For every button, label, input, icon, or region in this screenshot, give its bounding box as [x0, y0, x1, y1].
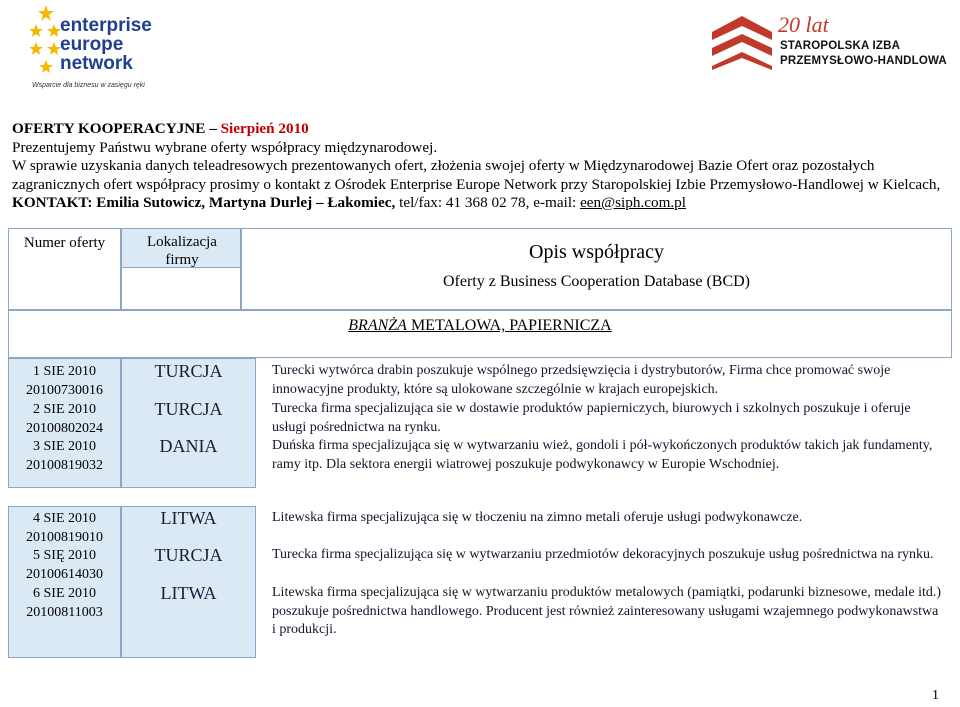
offer-6-code: 20100811003: [26, 605, 103, 620]
offer-2-num: 2 SIE 2010: [33, 402, 96, 417]
siph-logo: [710, 12, 950, 72]
offer-3-number: [8, 437, 121, 475]
contact-details: tel/fax: 41 368 02 78, e-mail:: [395, 194, 581, 211]
offer-2-code: 20100802024: [26, 421, 103, 436]
header-cell-opis: [241, 228, 952, 310]
offer-5-number: [8, 546, 121, 584]
header-cell-lokalizacja-lower: [121, 268, 241, 310]
title-prefix: OFERTY KOOPERACYJNE –: [12, 120, 221, 137]
col-lokalizacja-label: Lokalizacja firmy: [147, 234, 217, 268]
offer-4-code: 20100819010: [26, 530, 103, 545]
siph-emblem-icon: [710, 14, 774, 70]
offer-2-country: TURCJA: [154, 399, 223, 419]
email-link[interactable]: een@siph.com.pl: [580, 194, 686, 211]
offer-6-country: LITWA: [160, 583, 217, 603]
een-logo-line3: network: [60, 53, 133, 74]
page-number: 1: [932, 688, 939, 703]
document-header: [12, 120, 952, 213]
title-month: Sierpień 2010: [220, 120, 309, 137]
header-cell-numer: [8, 228, 121, 310]
siph-line2: PRZEMYSŁOWO-HANDLOWA: [780, 55, 947, 67]
een-logo: [30, 2, 152, 94]
contact-intro: W sprawie uzyskania danych teleadresowych prezentowanych ofert, złożenia swojej oferty w Międzynarodowej Bazie Ofert oraz pozostałych zagranicznych ofert współpracy prosimy o kontakt z Ośrodek Enterprise Europe Network przy Staropolskiej Izbie Przemysłowo-Handlowej w Kielcach,: [12, 157, 941, 193]
eu-stars-icon: [30, 2, 62, 82]
intro-line: Prezentujemy Państwu wybrane oferty współpracy międzynarodowej.: [12, 138, 438, 156]
offer-1-country: TURCJA: [154, 361, 223, 381]
offer-5-country: TURCJA: [154, 545, 223, 565]
offer-6-num: 6 SIE 2010: [33, 586, 96, 601]
offer-3-country: DANIA: [159, 436, 218, 456]
col-opis-label: Opis współpracy: [529, 241, 664, 263]
offer-2-description: Turecka firma specjalizująca sie w dostawie produktów papierniczych, biurowych i szkolnych poszukuje i oferuje usługi pośrednictwa na rynku.: [272, 401, 911, 435]
offer-6-number: [8, 584, 121, 622]
offer-3-num: 3 SIE 2010: [33, 439, 96, 454]
offer-4-description: Litewska firma specjalizująca się w tłoczeniu na zimno metali oferuje usługi podwykonawcze.: [272, 510, 803, 525]
sector-prefix: BRANŻA: [348, 317, 407, 334]
offer-6-description: Litewska firma specjalizująca się w wytwarzaniu produktów metalowych (pamiątki, podarunki biznesowe, medale itd.) poszukuje pośrednictwa handlowego. Producent jest również zainteresowany usługami wzajemnego podwykonawstwa i produkcji.: [272, 585, 942, 637]
sector-row: [8, 310, 952, 358]
document-title: [12, 120, 952, 139]
offer-5-description: Turecka firma specjalizująca się w wytwarzaniu przedmiotów dekoracyjnych poszukuje usług pośrednictwa na rynku.: [272, 547, 934, 562]
header-cell-lokalizacja: [121, 228, 241, 268]
siph-years: 20 lat: [778, 12, 829, 37]
siph-line1: STAROPOLSKA IZBA: [780, 40, 901, 52]
contact-paragraph: [12, 157, 952, 213]
contact-label: KONTAKT: Emilia Sutowicz, Martyna Durlej – Łakomiec,: [12, 194, 396, 211]
een-logo-line1: enterprise: [60, 15, 152, 36]
offer-5-code: 20100614030: [26, 567, 103, 582]
offer-4-num: 4 SIE 2010: [33, 511, 96, 526]
sector-title: [9, 317, 951, 335]
offer-1-number: [8, 362, 121, 400]
sector-rest: METALOWA, PAPIERNICZA: [406, 317, 612, 334]
offer-3-code: 20100819032: [26, 458, 103, 473]
een-logo-line2: europe: [60, 34, 124, 55]
col-numer-label: Numer oferty: [23, 235, 106, 251]
offer-2-number: [8, 400, 121, 438]
offer-1-code: 20100730016: [26, 383, 103, 398]
een-logo-tagline: Wsparcie dla biznesu w zasięgu ręki: [32, 82, 145, 89]
offer-5-num: 5 SIĘ 2010: [33, 548, 96, 563]
offer-4-country: LITWA: [160, 508, 217, 528]
offer-1-num: 1 SIE 2010: [33, 364, 96, 379]
offer-3-description: Duńska firma specjalizująca się w wytwarzaniu wież, gondoli i pół-wykończonych produktów takich jak fundamenty, ramy itp. Dla sektora energii wiatrowej poszukuje podwykonawcy w Europie Wschodniej.: [272, 438, 933, 472]
offer-1-description: Turecki wytwórca drabin poszukuje wspólnego przedsięwzięcia i dystrybutorów, Firma chce promować swoje innowacyjne produkty, które są ulokowane szczególnie w krajach europejskich.: [272, 363, 891, 397]
offer-4-number: [8, 509, 121, 547]
bcd-subtitle: Oferty z Business Cooperation Database (BCD): [442, 273, 751, 290]
